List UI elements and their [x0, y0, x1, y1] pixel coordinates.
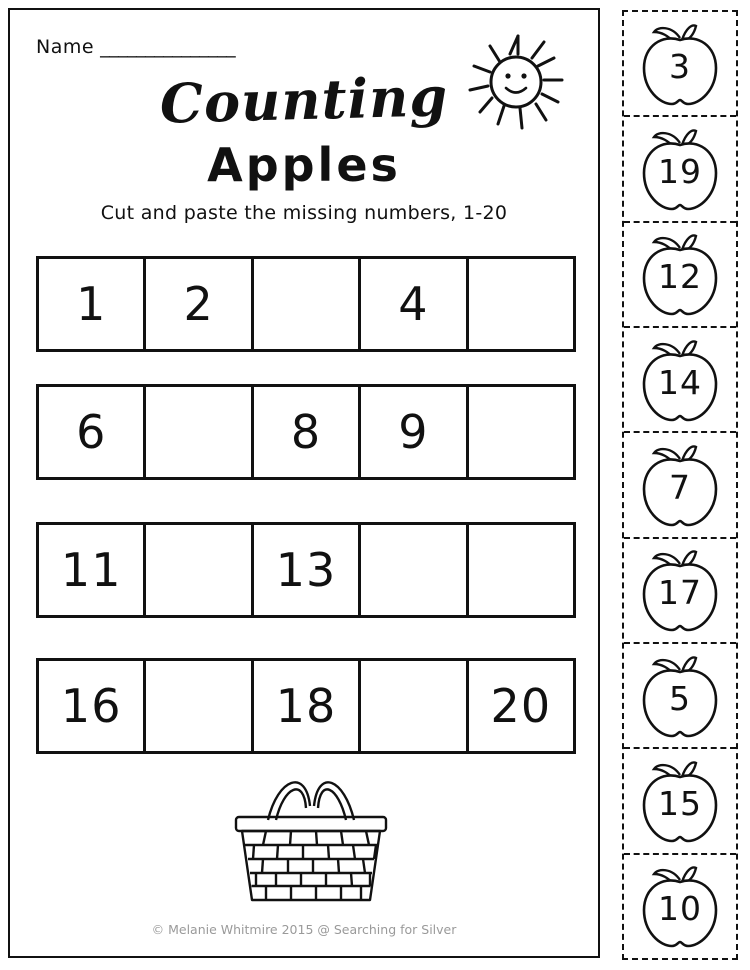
cutout-card[interactable] — [624, 223, 736, 328]
name-label: Name — [36, 36, 95, 58]
number-cell[interactable]: 9 — [361, 387, 468, 477]
picnic-basket-icon — [206, 762, 416, 912]
number-strip-row — [36, 256, 576, 352]
apple-number: 17 — [658, 573, 702, 613]
number-cell[interactable]: 11 — [39, 525, 146, 615]
number-cell-blank[interactable] — [146, 387, 253, 477]
apple-number: 15 — [658, 783, 702, 823]
worksheet-sheet — [8, 8, 600, 958]
apple-icon — [634, 862, 726, 950]
apple-number: 5 — [669, 678, 691, 718]
cutout-card[interactable] — [624, 117, 736, 222]
number-cell[interactable]: 18 — [254, 661, 361, 751]
number-cell-blank[interactable] — [469, 259, 573, 349]
number-cell-blank[interactable] — [361, 661, 468, 751]
page-title-block: Apples — [207, 138, 401, 192]
apple-icon — [634, 336, 726, 424]
number-cell[interactable]: 13 — [254, 525, 361, 615]
cutout-card[interactable] — [624, 539, 736, 644]
cutout-card[interactable] — [624, 328, 736, 433]
apple-number: 12 — [658, 257, 702, 297]
cutout-card[interactable] — [624, 749, 736, 854]
instructions-text: Cut and paste the missing numbers, 1-20 — [100, 202, 508, 224]
number-cell-blank[interactable] — [469, 525, 573, 615]
number-cell[interactable]: 4 — [361, 259, 468, 349]
number-cell[interactable]: 16 — [39, 661, 146, 751]
number-cell[interactable]: 6 — [39, 387, 146, 477]
apple-number: 14 — [658, 362, 702, 402]
number-cell-blank[interactable] — [146, 525, 253, 615]
cutout-card[interactable] — [624, 433, 736, 538]
number-cell-blank[interactable] — [361, 525, 468, 615]
apple-icon — [634, 125, 726, 213]
apple-icon — [634, 20, 726, 108]
cutout-strip-column — [622, 10, 738, 960]
apple-icon — [634, 546, 726, 634]
cutout-card[interactable] — [624, 12, 736, 117]
number-cell[interactable]: 2 — [146, 259, 253, 349]
apple-number: 19 — [658, 151, 702, 191]
apple-number: 10 — [658, 889, 702, 929]
apple-icon — [634, 230, 726, 318]
cutout-card[interactable] — [624, 855, 736, 958]
number-cell[interactable]: 1 — [39, 259, 146, 349]
apple-number: 3 — [669, 46, 691, 86]
number-strip-row — [36, 658, 576, 754]
copyright-text: © Melanie Whitmire 2015 @ Searching for Silver — [151, 922, 457, 937]
number-cell[interactable]: 20 — [490, 679, 552, 733]
name-field-row — [36, 36, 235, 58]
apple-icon — [634, 441, 726, 529]
number-cell-blank[interactable] — [254, 259, 361, 349]
page-title-script: Counting — [159, 64, 449, 136]
apple-icon — [634, 757, 726, 845]
number-strip-row — [36, 522, 576, 618]
apple-number: 7 — [669, 467, 691, 507]
number-cell-blank[interactable] — [469, 387, 573, 477]
cutout-card[interactable] — [624, 644, 736, 749]
name-blank-line[interactable]: _______________ — [100, 36, 236, 58]
number-cell-blank[interactable] — [146, 661, 253, 751]
number-strip-row — [36, 384, 576, 480]
number-cell[interactable]: 8 — [254, 387, 361, 477]
apple-icon — [634, 652, 726, 740]
